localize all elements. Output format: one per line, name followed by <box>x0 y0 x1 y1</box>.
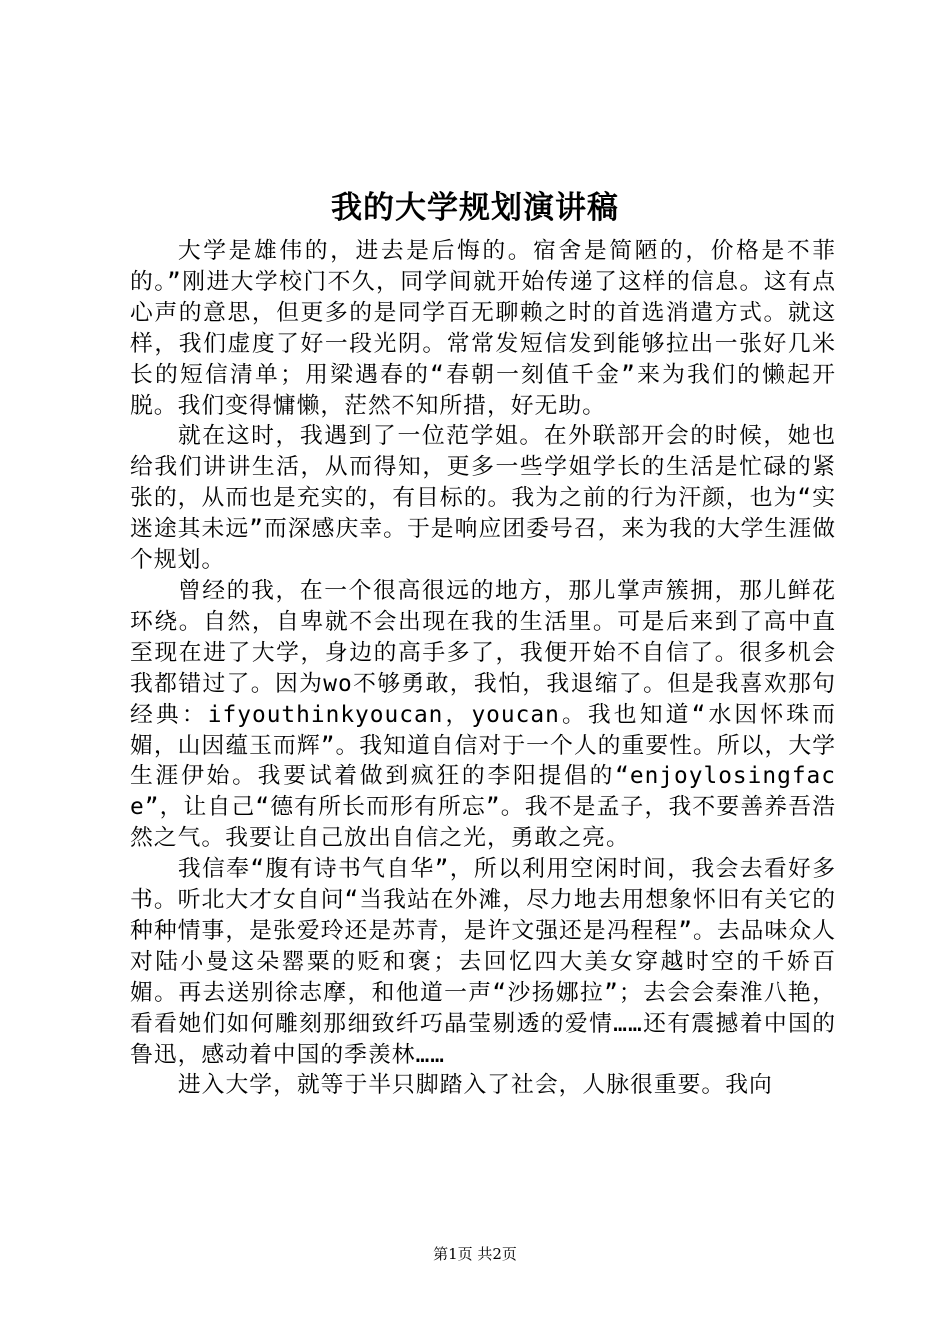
paragraph: 进入大学，就等于半只脚踏入了社会，人脉很重要。我向 <box>177 1072 773 1099</box>
paragraph: 大学是雄伟的，进去是后悔的。宿舍是简陋的，价格是不菲的。”刚进大学校门不久，同学间就开始传递了这样的信息。这有点心声的意思，但更多的是同学百无聊赖之时的首选消遣方式。就这样，我们虚度了好一段光阴。常常发短信发到能够拉出一张好几米长的短信清单；用梁遇春的“春朝一刻值千金”来为我们的懒起开脱。我们变得慵懒，茫然不知所措，好无助。 <box>130 238 836 419</box>
paragraph: 曾经的我，在一个很高很远的地方，那儿掌声簇拥，那儿鲜花环绕。自然，自卑就不会出现在我的生活里。可是后来到了高中直至现在进了大学，身边的高手多了，我便开始不自信了。很多机会我都错过了。因为wo不够勇敢，我怕，我退缩了。但是我喜欢那句经典：ifyouthinkyoucan，youcan。我也知道“水因怀珠而媚，山因蕴玉而辉”。我知道自信对于一个人的重要性。所以，大学生涯伊始。我要试着做到疯狂的李阳提倡的“enjoylosingface”，让自己“德有所长而形有所忘”。我不是孟子，我不要善养吾浩然之气。我要让自己放出自信之光，勇敢之亮。 <box>130 577 836 852</box>
document-title: 我的大学规划演讲稿 <box>331 190 619 226</box>
paragraph: 我信奉“腹有诗书气自华”，所以利用空闲时间，我会去看好多书。听北大才女自问“当我站在外滩，尽力地去用想象怀旧有关它的种种情事，是张爱玲还是苏青，是许文强还是冯程程”。去品味众人对陆小曼这朵罂粟的贬和褒；去回忆四大美女穿越时空的千娇百媚。再去送别徐志摩，和他道一声“沙扬娜拉”；去会会秦淮八艳，看看她们如何雕刻那细致纤巧晶莹剔透的爱情……还有震撼着中国的鲁迅，感动着中国的季羡林…… <box>130 856 836 1068</box>
page-number-footer: 第1页 共2页 <box>433 1245 517 1263</box>
paragraph: 就在这时，我遇到了一位范学姐。在外联部开会的时候，她也给我们讲讲生活，从而得知，更多一些学姐学长的生活是忙碌的紧张的，从而也是充实的，有目标的。我为之前的行为汗颜，也为“实迷途其未远”而深感庆幸。于是响应团委号召，来为我的大学生涯做个规划。 <box>130 423 836 574</box>
document-body <box>130 236 836 1101</box>
